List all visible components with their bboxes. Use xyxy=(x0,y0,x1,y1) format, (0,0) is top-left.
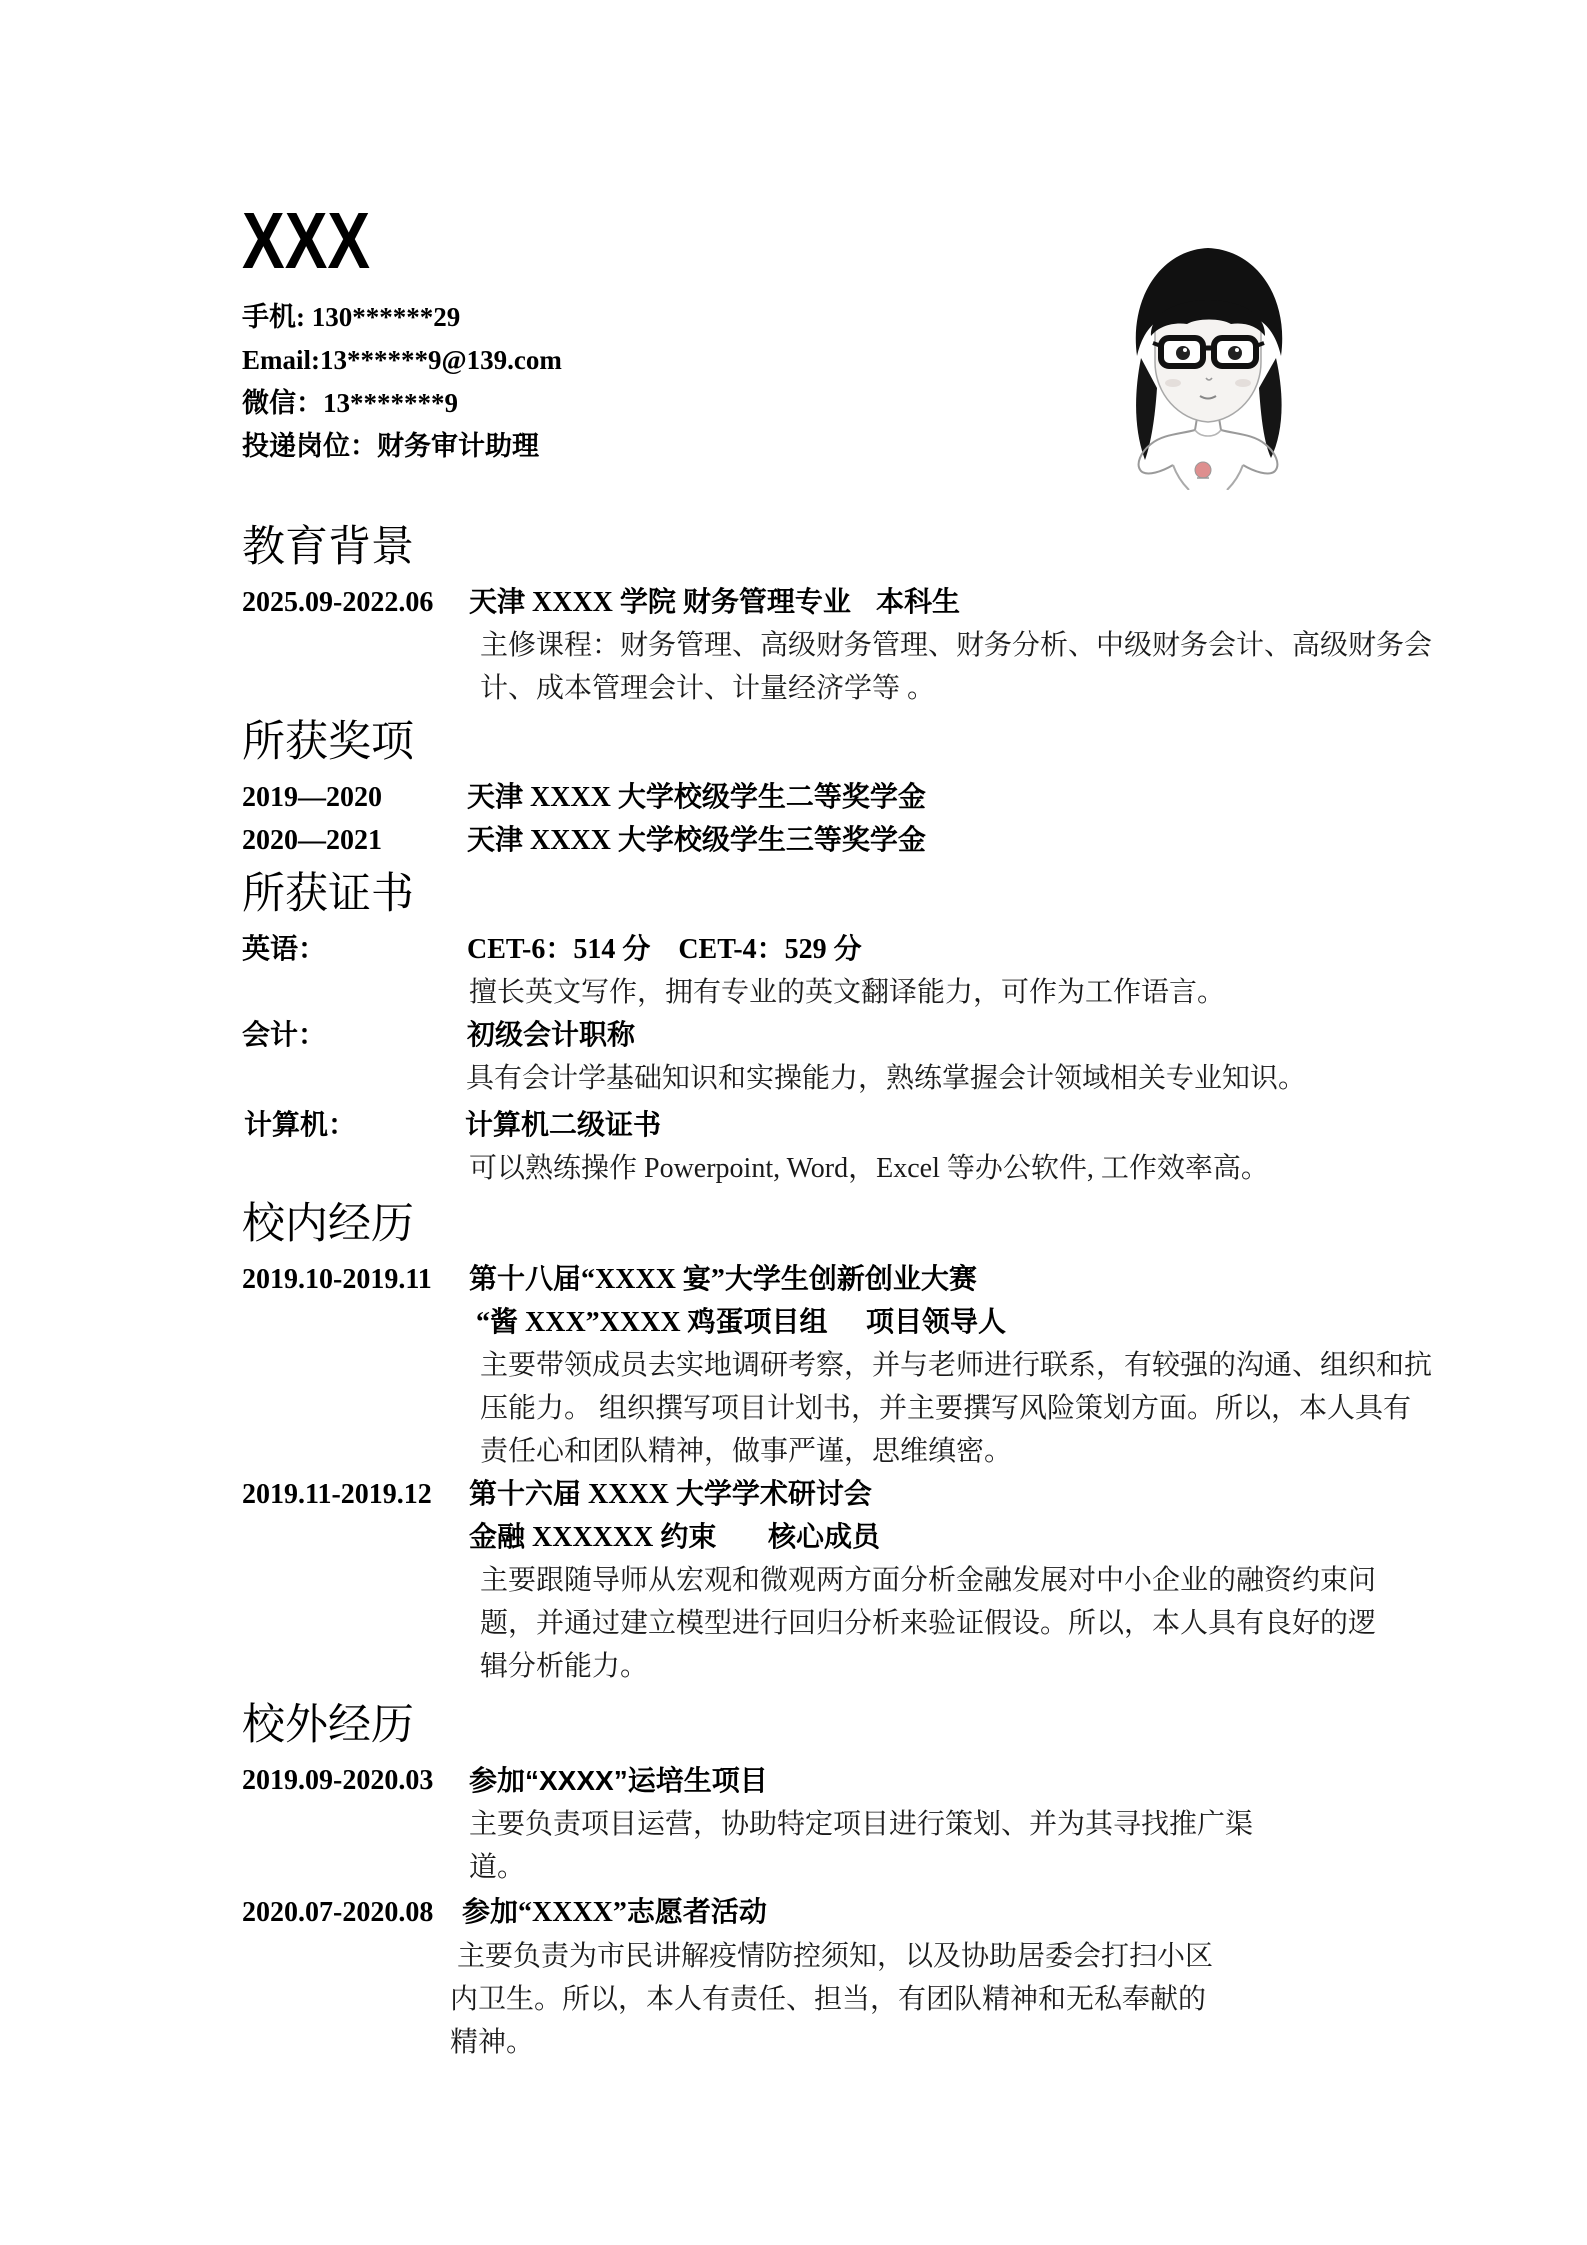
certificate-title: 计算机二级证书 xyxy=(465,1110,662,1141)
experience-title: 参加“XXXX”志愿者活动 xyxy=(462,1897,767,1928)
certificate-text: 具有会计学基础知识和实操能力，熟练掌握会计领域相关专业知识。 xyxy=(466,1063,1307,1094)
description-text: 精神。 xyxy=(450,2026,535,2057)
award-row xyxy=(242,776,1492,819)
course-text: 计、成本管理会计、计量经济学等 。 xyxy=(480,673,936,704)
description-text: 道。 xyxy=(469,1851,526,1882)
description-text: 主要跟随导师从宏观和微观两方面分析金融发展对中小企业的融资约束问 xyxy=(480,1565,1377,1596)
experience-description xyxy=(242,1387,1492,1430)
experience-description xyxy=(242,1344,1492,1387)
description-text: 责任心和团队精神，做事严谨，思维缜密。 xyxy=(480,1436,1013,1467)
awards-heading: 所获奖项 xyxy=(242,719,414,766)
award-row xyxy=(242,819,1492,862)
education-school-major: 天津 XXXX 学院 财务管理专业 xyxy=(469,587,851,618)
experience-row xyxy=(242,1258,1492,1301)
experience-description xyxy=(242,1802,1492,1845)
experience-row xyxy=(242,1891,1492,1934)
education-courses-line xyxy=(242,624,1492,667)
off-campus-heading: 校外经历 xyxy=(242,1702,414,1749)
description-text: 内卫生。所以，本人有责任、担当，有团队精神和无私奉献的 xyxy=(450,1983,1207,2014)
certificates-section xyxy=(242,863,1492,1190)
certificate-title: CET-6：514 分 CET-4：529 分 xyxy=(467,934,862,965)
certificate-label: 会计： xyxy=(242,1020,327,1051)
off-campus-experience-section xyxy=(242,1694,1492,2063)
award-title: 天津 XXXX 大学校级学生三等奖学金 xyxy=(467,825,926,856)
award-period: 2020—2021 xyxy=(242,825,382,856)
certificate-row xyxy=(242,928,1492,971)
certificate-title: 初级会计职称 xyxy=(467,1020,636,1051)
description-text: 压能力。 组织撰写项目计划书，并主要撰写风险策划方面。所以，本人具有 xyxy=(480,1393,1412,1424)
experience-team: “酱 XXX”XXXX 鸡蛋项目组 xyxy=(476,1307,828,1338)
experience-description xyxy=(242,1559,1492,1602)
experience-role: 项目领导人 xyxy=(866,1307,1007,1338)
award-title: 天津 XXXX 大学校级学生二等奖学金 xyxy=(467,782,926,813)
experience-subtitle xyxy=(242,1301,1492,1344)
experience-description xyxy=(242,1977,1492,2020)
target-position: 投递岗位：财务审计助理 xyxy=(242,431,539,461)
experience-description xyxy=(242,1602,1492,1645)
certificate-description xyxy=(242,1147,1492,1190)
campus-experience-section xyxy=(242,1193,1492,1688)
certificates-heading: 所获证书 xyxy=(242,871,414,918)
contact-phone: 手机: 130******29 xyxy=(242,302,461,332)
experience-description xyxy=(242,1645,1492,1688)
experience-description xyxy=(242,1934,1492,1977)
experience-event: 第十八届“XXXX 宴”大学生创新创业大赛 xyxy=(469,1264,977,1295)
experience-role: 核心成员 xyxy=(768,1522,881,1553)
experience-subtitle xyxy=(242,1516,1492,1559)
course-text: 主修课程：财务管理、高级财务管理、财务分析、中级财务会计、高级财务会 xyxy=(480,630,1433,661)
education-row xyxy=(242,581,1492,624)
contact-info xyxy=(242,296,562,468)
avatar xyxy=(1111,238,1306,490)
experience-date: 2020.07-2020.08 xyxy=(242,1897,434,1928)
certificate-text: 擅长英文写作，拥有专业的英文翻译能力，可作为工作语言。 xyxy=(469,977,1226,1008)
contact-wechat: 微信：13*******9 xyxy=(242,388,458,418)
certificate-description xyxy=(242,1057,1492,1100)
education-courses-line xyxy=(242,667,1492,710)
award-period: 2019—2020 xyxy=(242,782,382,813)
campus-heading: 校内经历 xyxy=(242,1201,414,1248)
experience-description xyxy=(242,1845,1492,1888)
certificate-row xyxy=(242,1104,1492,1147)
education-heading: 教育背景 xyxy=(242,524,414,571)
experience-description xyxy=(242,2020,1492,2063)
certificate-text: 可以熟练操作 Powerpoint, Word，Excel 等办公软件, 工作效率高。 xyxy=(469,1153,1269,1184)
certificate-label: 英语： xyxy=(242,934,327,965)
certificate-label: 计算机： xyxy=(244,1110,357,1141)
education-date: 2025.09-2022.06 xyxy=(242,587,434,618)
description-text: 主要带领成员去实地调研考察，并与老师进行联系，有较强的沟通、组织和抗 xyxy=(480,1350,1433,1381)
education-section xyxy=(242,516,1492,710)
certificate-row xyxy=(242,1014,1492,1057)
experience-description xyxy=(242,1430,1492,1473)
experience-event: 第十六届 XXXX 大学学术研讨会 xyxy=(469,1479,872,1510)
education-degree: 本科生 xyxy=(876,587,961,618)
description-text: 主要负责项目运营，协助特定项目进行策划、并为其寻找推广渠 xyxy=(469,1808,1254,1839)
description-text: 辑分析能力。 xyxy=(480,1651,649,1682)
experience-row xyxy=(242,1759,1492,1802)
description-text: 题，并通过建立模型进行回归分析来验证假设。所以，本人具有良好的逻 xyxy=(480,1608,1377,1639)
experience-row xyxy=(242,1473,1492,1516)
candidate-name: XXX xyxy=(242,196,371,285)
experience-date: 2019.10-2019.11 xyxy=(242,1264,432,1295)
avatar-illustration xyxy=(1111,238,1306,490)
description-text: 主要负责为市民讲解疫情防控须知，以及协助居委会打扫小区 xyxy=(457,1940,1214,1971)
contact-email: Email:13******9@139.com xyxy=(242,345,562,375)
experience-date: 2019.11-2019.12 xyxy=(242,1479,432,1510)
experience-title: 参加“XXXX”运培生项目 xyxy=(469,1765,768,1796)
experience-date: 2019.09-2020.03 xyxy=(242,1765,434,1796)
certificate-description xyxy=(242,971,1492,1014)
awards-section xyxy=(242,711,1492,862)
experience-team: 金融 XXXXXX 约束 xyxy=(469,1522,717,1553)
